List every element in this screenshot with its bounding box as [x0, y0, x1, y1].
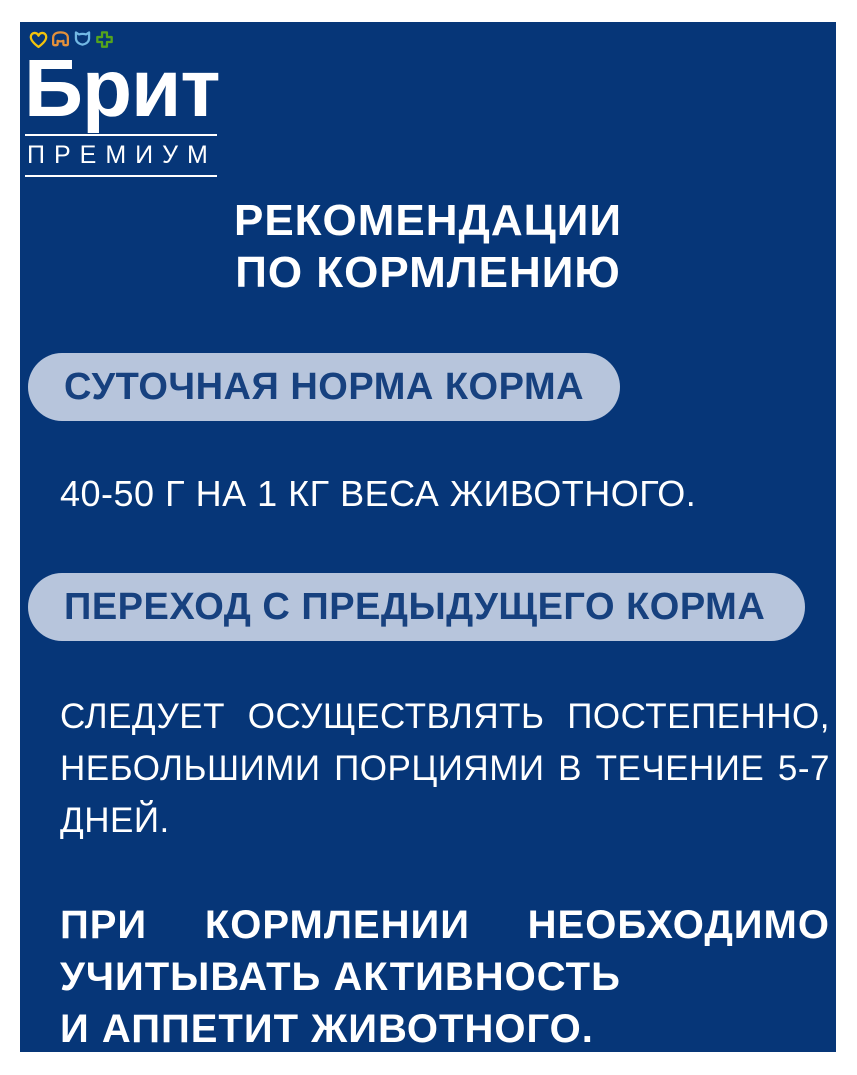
section-heading-food-transition	[28, 573, 805, 641]
daily-ration-text: 40-50 Г НА 1 КГ ВЕСА ЖИВОТНОГО.	[60, 473, 697, 514]
food-transition-line-3: ДНЕЙ.	[60, 801, 170, 840]
feeding-note-line-2: УЧИТЫВАТЬ АКТИВНОСТЬ	[60, 955, 621, 999]
feeding-note-line-1: ПРИ КОРМЛЕНИИ НЕОБХОДИМО	[60, 903, 830, 947]
brand-logo: Брит	[24, 43, 220, 134]
food-transition-line-2: НЕБОЛЬШИМИ ПОРЦИЯМИ В ТЕЧЕНИЕ 5-7	[60, 749, 830, 788]
feeding-note-line-3: И АППЕТИТ ЖИВОТНОГО.	[60, 1007, 594, 1051]
feeding-note	[60, 899, 830, 1052]
food-transition-line-1: СЛЕДУЕТ ОСУЩЕСТВЛЯТЬ ПОСТЕПЕННО,	[60, 697, 830, 736]
page-title-line-1: РЕКОМЕНДАЦИИ	[233, 196, 623, 245]
feeding-recommendations-card	[20, 22, 836, 1052]
brand-sub-label: ПРЕМИУМ	[25, 134, 217, 177]
page-title-line-2: ПО КОРМЛЕНИЮ	[235, 248, 621, 297]
food-transition-text	[60, 691, 830, 847]
section-heading-daily-ration-label: СУТОЧНАЯ НОРМА КОРМА	[64, 365, 585, 408]
section-heading-daily-ration	[28, 353, 620, 421]
section-heading-food-transition-label: ПЕРЕХОД С ПРЕДЫДУЩЕГО КОРМА	[64, 585, 766, 628]
page-title	[20, 195, 836, 299]
